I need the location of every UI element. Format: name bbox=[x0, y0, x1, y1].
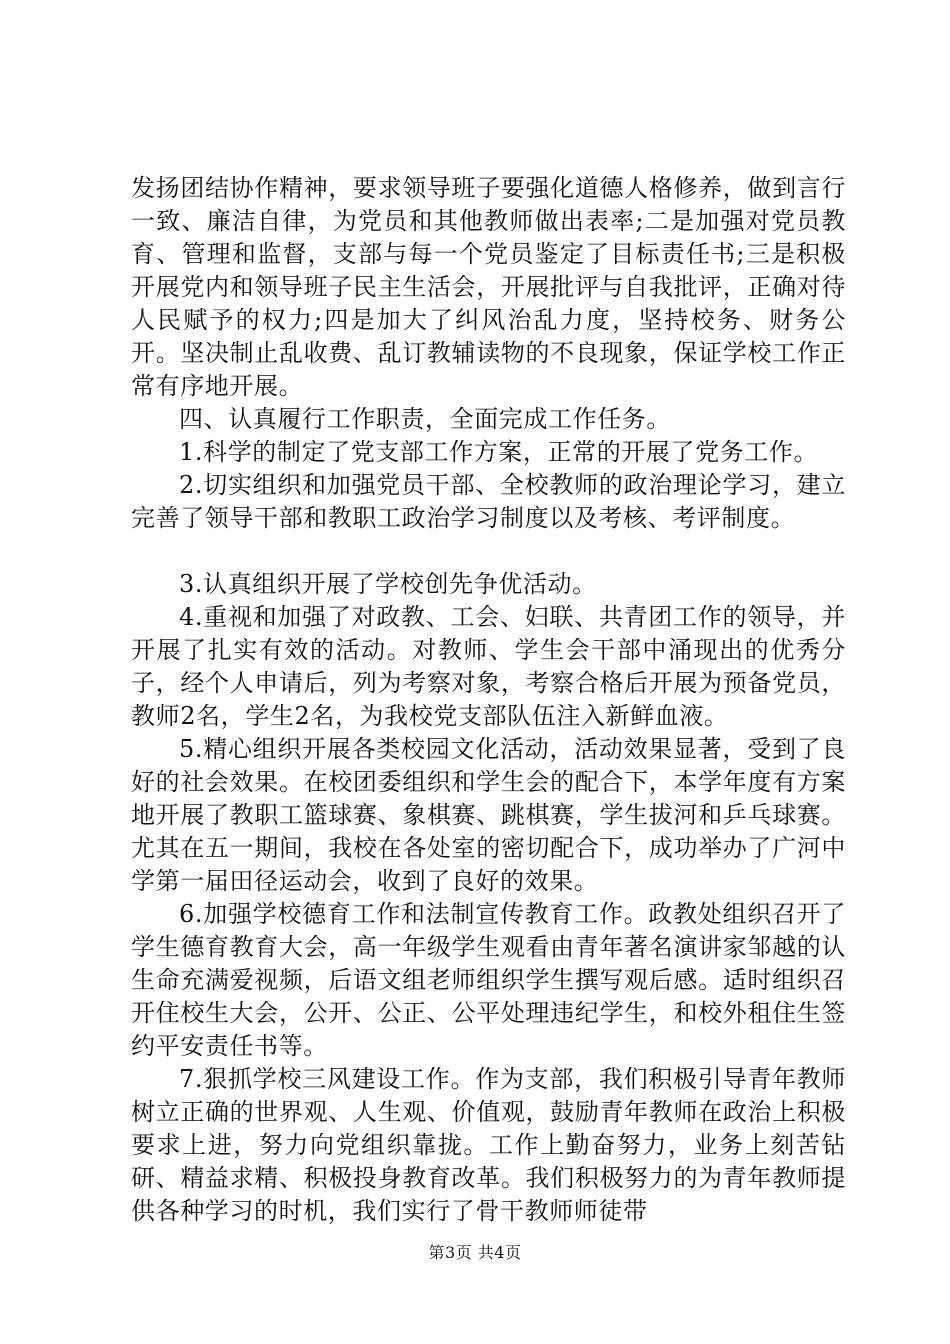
list-item-4: 4.重视和加强了对政教、工会、妇联、共青团工作的领导，并开展了扎实有效的活动。对教师、学生会干部中涌现出的优秀分子，经个人申请后，列为考察对象，考察合格后开展为预备党员，教师2名，学生2名，为我校党支部队伍注入新鲜血液。 bbox=[131, 603, 846, 730]
list-item-2: 2.切实组织和加强党员干部、全校教师的政治理论学习，建立完善了领导干部和教职工政治学习制度以及考核、考评制度。 bbox=[131, 471, 846, 532]
paragraph-party-discipline: 发扬团结协作精神，要求领导班子要强化道德人格修养，做到言行一致、廉洁自律，为党员和其他教师做出表率;二是加强对党员教育、管理和监督，支部与每一个党员鉴定了目标责任书;三是积极开展党内和领导班子民主生活会，开展批评与自我批评，正确对待人民赋予的权力;四是加大了纠风治乱力度，坚持校务、财务公开。坚决制止乱收费、乱订教辅读物的不良现象，保证学校工作正常有序地开展。 bbox=[131, 174, 846, 400]
list-item-3: 3.认真组织开展了学校创先争优活动。 bbox=[179, 570, 597, 598]
section-heading-duties: 四、认真履行工作职责，全面完成工作任务。 bbox=[179, 405, 671, 433]
list-item-7: 7.狠抓学校三风建设工作。作为支部，我们积极引导青年教师树立正确的世界观、人生观、价值观，鼓励青年教师在政治上积极要求上进，努力向党组织靠拢。工作上勤奋努力，业务上刻苦钻研、精益求精、积极投身教育改革。我们积极努力的为青年教师提供各种学习的时机，我们实行了骨干教师师徒带 bbox=[131, 1065, 846, 1225]
list-item-1: 1.科学的制定了党支部工作方案，正常的开展了党务工作。 bbox=[179, 438, 819, 466]
list-item-5: 5.精心组织开展各类校园文化活动，活动效果显著，受到了良好的社会效果。在校团委组织和学生会的配合下，本学年度有方案地开展了教职工篮球赛、象棋赛、跳棋赛，学生拔河和乒乓球赛。尤其在五一期间，我校在各处室的密切配合下，成功举办了广河中学第一届田径运动会，收到了良好的效果。 bbox=[131, 735, 846, 895]
page-number-footer: 第3页 共4页 bbox=[428, 1243, 522, 1262]
list-item-6: 6.加强学校德育工作和法制宣传教育工作。政教处组织召开了学生德育教育大会，高一年级学生观看由青年著名演讲家邹越的认生命充满爱视频，后语文组老师组织学生撰写观后感。适时组织召开住校生大会，公开、公正、公平处理违纪学生，和校外租住生签约平安责任书等。 bbox=[131, 900, 846, 1060]
document-body bbox=[131, 172, 846, 1228]
